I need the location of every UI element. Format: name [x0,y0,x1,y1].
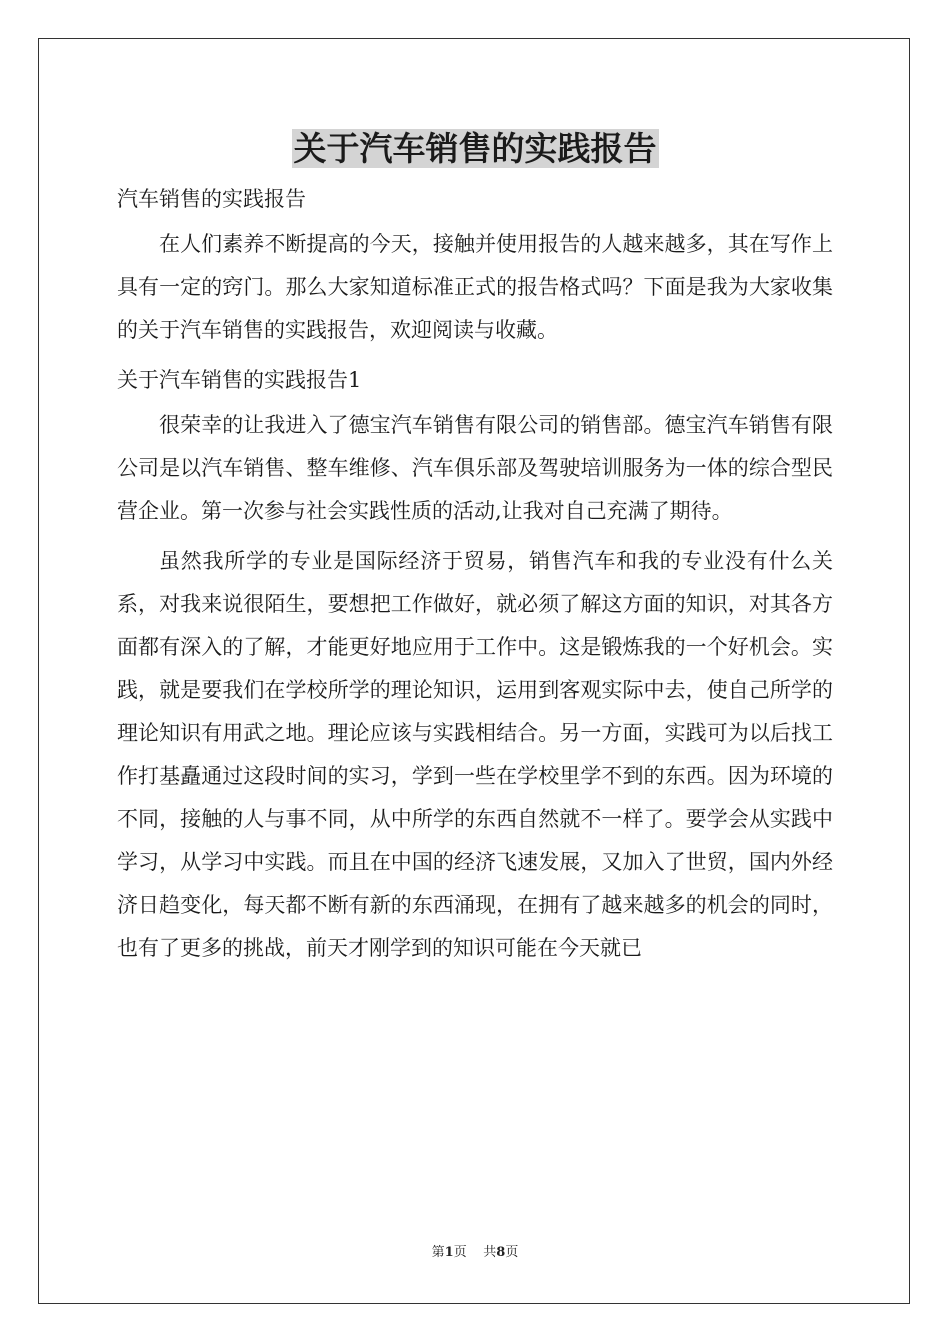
document-title-text: 关于汽车销售的实践报告 [293,129,657,168]
intro-paragraph: 在人们素养不断提高的今天，接触并使用报告的人越来越多，其在写作上具有一定的窍门。那么大家知道标准正式的报告格式吗？下面是我为大家收集的关于汽车销售的实践报告，欢迎阅读与收藏。 [117,232,833,342]
section-heading: 关于汽车销售的实践报告1 [117,368,362,392]
document-body [117,178,833,977]
total-unit: 页 [505,1245,519,1260]
page-unit: 页 [453,1245,467,1260]
body-paragraph-1: 很荣幸的让我进入了德宝汽车销售有限公司的销售部。德宝汽车销售有限公司是以汽车销售、整车维修、汽车俱乐部及驾驶培训服务为一体的综合型民营企业。第一次参与社会实践性质的活动,让我对自己充满了期待。 [117,413,833,523]
page-prefix: 第 [431,1245,445,1260]
page-total: 8 [496,1245,506,1260]
document-title [0,126,950,172]
body-paragraph-2: 虽然我所学的专业是国际经济于贸易，销售汽车和我的专业没有什么关系，对我来说很陌生，要想把工作做好，就必须了解这方面的知识，对其各方面都有深入的了解，才能更好地应用于工作中。这是锻炼我的一个好机会。实践，就是要我们在学校所学的理论知识，运用到客观实际中去，使自己所学的理论知识有用武之地。理论应该与实践相结合。另一方面，实践可为以后找工作打基矗通过这段时间的实习，学到一些在学校里学不到的东西。因为环境的不同，接触的人与事不同，从中所学的东西自然就不一样了。要学会从实践中学习，从学习中实践。而且在中国的经济飞速发展，又加入了世贸，国内外经济日趋变化，每天都不断有新的东西涌现，在拥有了越来越多的机会的同时，也有了更多的挑战，前天才刚学到的知识可能在今天就已 [117,549,833,960]
page-footer [0,1244,950,1262]
document-subtitle: 汽车销售的实践报告 [117,187,306,211]
total-prefix: 共 [483,1245,497,1260]
page-current: 1 [444,1245,454,1260]
